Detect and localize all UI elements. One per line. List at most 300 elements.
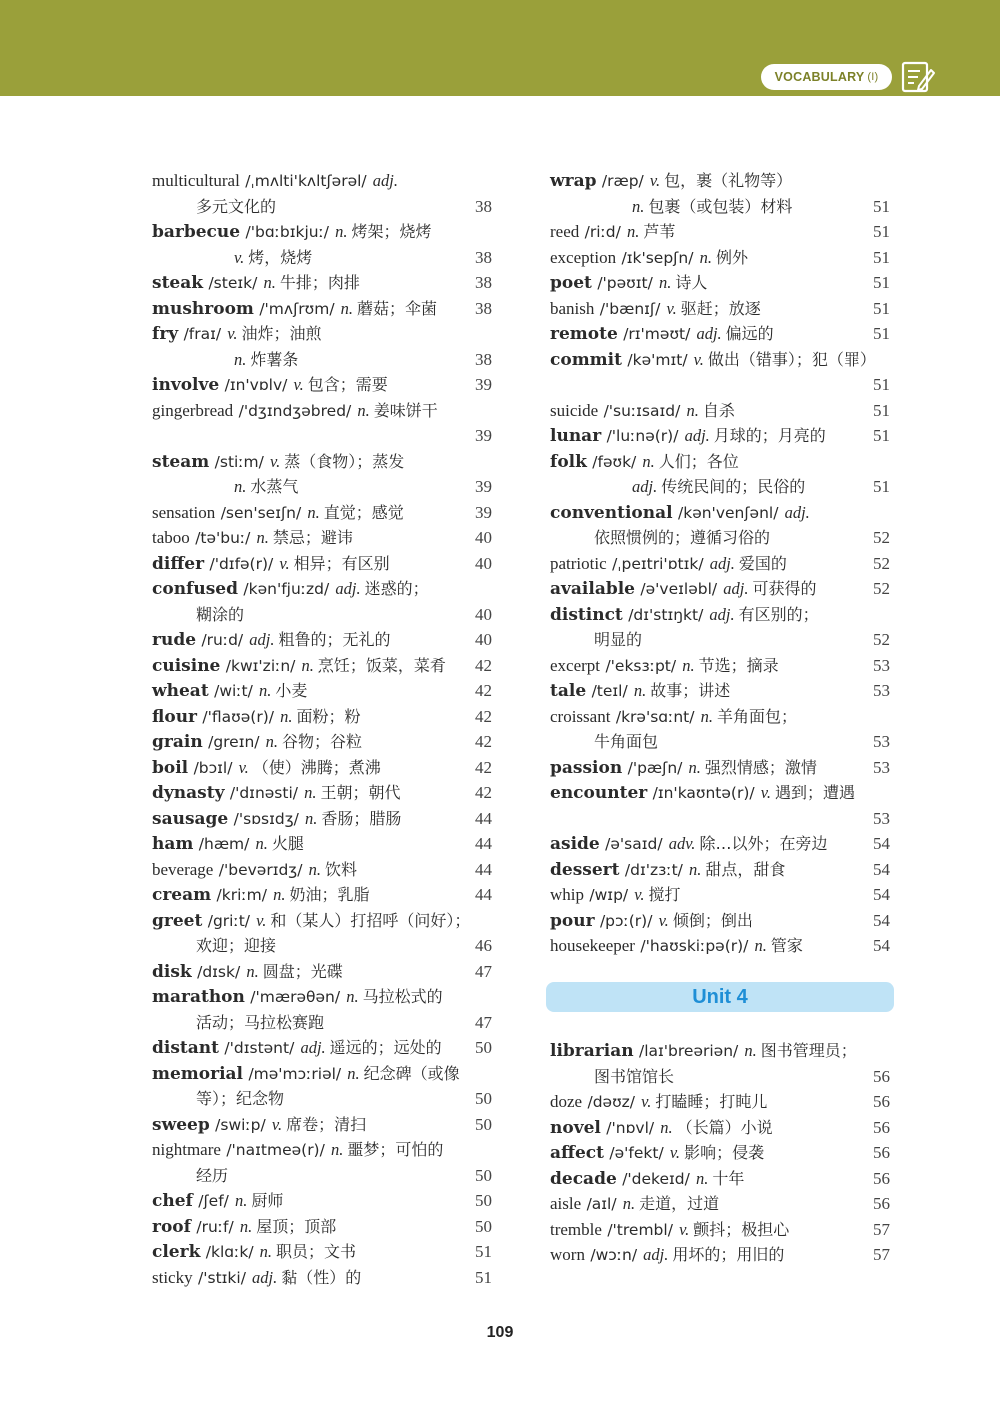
phonetic: /dəʊz/ [587,1093,636,1111]
chinese-meaning: 例外 [715,247,748,267]
page-ref: 54 [873,859,890,879]
phonetic: /ˌpeɪtri'ɒtɪk/ [612,554,704,573]
chinese-meaning: 厨师 [251,1191,284,1210]
part-of-speech: n. [622,222,640,241]
page-ref: 54 [873,936,890,955]
part-of-speech: n. [696,706,713,726]
page-ref: 44 [475,885,492,904]
page-ref: 38 [475,298,492,318]
part-of-speech: n. [254,681,272,700]
vocab-entry-line [550,602,890,628]
page-ref: 50 [475,1165,492,1185]
chinese-meaning: 搅打 [648,885,681,904]
part-of-speech: n. [235,1216,253,1236]
vocab-word: sensation [152,502,216,522]
vocab-entry-line [550,806,890,832]
vocab-entry-line [550,423,890,449]
chinese-meaning: 火腿 [271,834,304,853]
vocab-word: mushroom [152,298,254,319]
page-ref: 39 [475,502,492,522]
vocab-word: fry [152,324,179,344]
chinese-meaning: 依照惯例的；遵循习俗的 [594,528,771,547]
phonetic: /griːt/ [207,911,250,930]
chinese-meaning: 爱国的 [738,553,787,573]
part-of-speech: n. [303,502,320,522]
chinese-meaning: 明显的 [594,630,643,649]
page-ref: 54 [873,834,890,853]
page-ref: 51 [873,222,890,241]
page-ref: 51 [873,247,890,267]
vocab-word: sweep [152,1114,210,1135]
page-ref: 42 [475,783,492,802]
chinese-meaning: 驱赶；放逐 [680,298,761,318]
chinese-meaning: 姜味饼干 [373,400,438,420]
vocab-entry-line [152,1137,492,1163]
vocab-entry-line [550,1191,890,1217]
vocab-word: patriotic [550,553,607,573]
vocab-word: dessert [550,859,620,880]
section-label [761,64,892,90]
vocab-entry-line [152,1265,492,1291]
chinese-meaning: 席卷；清扫 [286,1114,367,1134]
part-of-speech: v. [267,1114,283,1134]
chinese-meaning: 蒸（食物）；蒸发 [284,451,405,471]
vocab-word: pour [550,910,595,931]
part-of-speech: n. [691,1168,709,1188]
part-of-speech: v. [674,1219,690,1239]
unit-banner: Unit 4 [546,982,894,1012]
part-of-speech: n. [629,681,647,700]
vocab-entry-line [550,449,890,475]
vocab-entry-line [550,1064,890,1090]
vocab-entry-line [550,678,890,704]
chinese-meaning: 芦苇 [643,222,676,241]
vocab-entry-line [152,908,492,934]
part-of-speech: v. [275,553,290,573]
page-ref: 51 [475,1242,492,1261]
part-of-speech: v. [630,885,645,904]
chinese-meaning: 屋顶；顶部 [256,1216,337,1236]
page-ref: 50 [475,1089,492,1108]
page-ref: 42 [475,757,492,777]
chinese-meaning: 王朝；朝代 [320,783,401,802]
vocab-word: beverage [152,859,214,879]
part-of-speech: n. [343,1063,360,1083]
page-ref: 40 [475,604,492,624]
vocab-entry-line [550,627,890,653]
phonetic: /ə'saɪd/ [605,835,663,853]
page-ref: 57 [873,1219,890,1239]
vocab-entry-line [152,1112,492,1138]
page-ref: 44 [475,859,492,879]
phonetic: /aɪl/ [586,1195,617,1213]
page-ref: 53 [873,681,890,700]
chinese-meaning: 纪念碑（或像 [363,1063,460,1083]
phonetic: /pɔː(r)/ [599,911,653,930]
chinese-meaning: 倾倒；倒出 [672,910,753,930]
vocab-entry-line [152,729,492,755]
vocab-word: marathon [152,987,245,1007]
vocab-word: taboo [152,528,190,547]
phonetic: /ə'veɪləbl/ [640,580,718,598]
chinese-meaning: 奶油；乳脂 [289,885,370,904]
phonetic: /wɔːn/ [590,1246,638,1264]
phonetic: /riːd/ [584,223,621,241]
chinese-meaning: 包含；需要 [307,375,388,394]
vocab-word: flour [152,706,198,727]
vocab-entry-line [152,755,492,781]
vocab-entry-line [550,908,890,934]
page-ref: 44 [475,834,492,853]
vocab-entry-line [550,831,890,857]
vocab-entry-line [550,321,890,347]
chinese-meaning: 马拉松式的 [362,987,443,1006]
chinese-meaning: 烹饪；饭菜，菜肴 [317,655,446,675]
part-of-speech: n. [251,834,268,853]
vocab-word: memorial [152,1063,244,1084]
vocab-entry-line [550,933,890,959]
phonetic: /bɔɪl/ [193,758,233,777]
part-of-speech: adj. [296,1038,326,1057]
phonetic: /'luːnə(r)/ [606,427,679,445]
part-of-speech: v. [662,298,677,318]
phonetic: /'sɒsɪdʒ/ [233,809,299,828]
page-ref: 52 [873,553,890,573]
chinese-meaning: 图书馆馆长 [594,1066,675,1086]
vocab-column-left [152,168,492,1290]
part-of-speech: adv. [664,834,696,853]
phonetic: /'suːɪsaɪd/ [603,401,681,420]
vocab-word: tremble [550,1219,602,1239]
page-ref: 47 [475,1012,492,1032]
vocab-entry-line [152,525,492,551]
part-of-speech: n. [618,1194,636,1213]
phonetic: /kwɪ'ziːn/ [225,656,296,675]
chinese-meaning: 油炸；油煎 [241,324,322,343]
unit4-vocab-list [550,1038,890,1268]
vocab-entry-line [550,1217,890,1243]
chinese-meaning: 故事；讲述 [650,681,731,700]
phonetic: /tə'buː/ [195,529,251,547]
vocab-word: conventional [550,502,673,523]
vocab-word: distant [152,1038,219,1058]
part-of-speech: n. [678,655,695,675]
part-of-speech: v. [689,349,704,369]
phonetic: /ræp/ [601,172,644,190]
chinese-meaning: 走道，过道 [639,1194,720,1213]
vocab-word: multicultural [152,171,240,190]
chinese-meaning: （长篇）小说 [676,1117,773,1137]
part-of-speech: adj. [705,604,735,624]
phonetic: /ˌmʌlti'kʌltʃərəl/ [245,172,367,190]
page-ref: 46 [475,936,492,955]
vocab-entry-line [152,1239,492,1265]
chinese-meaning: 水蒸气 [250,477,299,496]
vocab-entry-line [550,653,890,679]
chinese-meaning: 糊涂的 [196,604,245,624]
vocab-entry-line [550,755,890,781]
chinese-meaning: 甜点，甜食 [705,859,786,879]
vocab-word: doze [550,1092,583,1111]
page-ref: 40 [475,630,492,649]
vocab-word: barbecue [152,222,241,242]
chinese-meaning: 多元文化的 [196,196,277,216]
chinese-meaning: 直觉；感觉 [323,502,404,522]
page-ref: 38 [475,273,492,292]
page-ref: 53 [873,808,890,828]
chinese-meaning: 牛角面包 [594,732,659,751]
phonetic: /mə'mɔːriəl/ [248,1064,342,1083]
part-of-speech: n. [638,451,655,471]
phonetic: /rɪ'məʊt/ [623,325,691,343]
part-of-speech: n. [255,1242,273,1261]
vocab-word: steak [152,273,204,293]
phonetic: /wɪp/ [589,886,629,904]
phonetic: /wiːt/ [214,682,253,700]
chinese-meaning: 影响；侵袭 [684,1143,765,1162]
phonetic: /'mærəθən/ [250,988,341,1006]
vocab-entry-line [152,806,492,832]
vocab-word: chef [152,1191,193,1211]
notebook-pencil-icon [900,59,936,95]
phonetic: /'stɪki/ [198,1268,246,1287]
vocab-word: housekeeper [550,936,635,955]
vocab-entry-line [550,1089,890,1115]
part-of-speech: n. [654,273,672,292]
phonetic: /steɪk/ [208,274,258,292]
part-of-speech: n. [353,400,370,420]
vocab-word: librarian [550,1041,634,1061]
vocab-entry-line [152,1188,492,1214]
vocab-entry-line [550,857,890,883]
chinese-meaning: 香肠；腊肠 [321,808,402,828]
part-of-speech: v. [645,171,661,190]
part-of-speech: n. [234,477,247,496]
vocab-entry-line [550,1140,890,1166]
page-ref: 51 [873,477,890,496]
chinese-meaning: 图书管理员； [760,1041,857,1060]
vocab-word: nightmare [152,1140,221,1159]
vocab-word: reed [550,222,580,241]
part-of-speech: n. [740,1041,757,1060]
chinese-meaning: 等）；纪念物 [196,1089,285,1108]
chinese-meaning: 饮料 [324,859,357,879]
vocab-word: excerpt [550,655,601,675]
vocab-entry-line [550,780,890,806]
page-ref: 38 [475,196,492,216]
vocab-word: dynasty [152,783,225,803]
phonetic: /kə'mɪt/ [627,350,688,369]
page-ref: 47 [475,961,492,981]
chinese-meaning: 十年 [712,1168,745,1188]
phonetic: /'nɒvl/ [606,1118,655,1137]
part-of-speech: n. [326,1140,344,1159]
page-number: 109 [486,1324,514,1341]
vocab-word: banish [550,298,595,318]
vocab-word: wheat [152,681,209,701]
vocab-entry-line [152,984,492,1010]
vocab-entry-line [152,296,492,322]
vocab-word: greet [152,910,203,931]
part-of-speech: v. [234,757,249,777]
vocab-word: poet [550,273,592,293]
vocab-entry-line [550,1115,890,1141]
chinese-meaning: 烤架；烧烤 [351,222,432,241]
phonetic: /ruːf/ [196,1217,234,1236]
page-ref: 52 [873,579,890,598]
vocab-word: rude [152,630,197,650]
page-ref: 44 [475,808,492,828]
part-of-speech: n. [331,222,348,241]
phonetic: /fəʊk/ [592,452,637,471]
vocab-word: novel [550,1117,601,1138]
chinese-meaning: 自杀 [702,400,735,420]
phonetic: /'eksɜːpt/ [605,656,677,675]
part-of-speech: adj. [639,1245,669,1264]
vocab-entry-line [152,347,492,373]
vocab-entry-line [152,831,492,857]
part-of-speech: n. [695,247,712,267]
page-ref: 50 [475,1114,492,1134]
chinese-meaning: 诗人 [675,273,708,292]
phonetic: /'pəʊɪt/ [597,274,653,292]
chinese-meaning: 谷物；谷粒 [282,732,363,751]
vocab-word: sausage [152,808,229,829]
vocab-entry-line [152,194,492,220]
vocab-entry-line [152,474,492,500]
page-ref: 56 [873,1143,890,1162]
vocab-entry-line [550,729,890,755]
vocab-entry-line [550,500,890,526]
vocab-word: croissant [550,706,611,726]
vocab-entry-line [152,959,492,985]
vocab-word: decade [550,1168,617,1189]
phonetic: /teɪl/ [591,682,628,700]
chinese-meaning: 用坏的；用旧的 [672,1245,785,1264]
chinese-meaning: 职员；文书 [276,1242,357,1261]
phonetic: /ɪn'kaʊntə(r)/ [652,784,755,802]
part-of-speech: adj. [692,324,722,343]
part-of-speech: n. [684,757,701,777]
phonetic: /'bɑːbɪkjuː/ [245,223,330,241]
page-ref: 56 [873,1117,890,1137]
part-of-speech: n. [297,655,314,675]
phonetic: /'pæʃn/ [627,758,683,777]
page-ref: 54 [873,910,890,930]
vocab-entry-line [152,423,492,449]
phonetic: /ə'fekt/ [609,1144,664,1162]
vocab-word: disk [152,961,192,982]
phonetic: /'trembl/ [607,1220,673,1239]
part-of-speech: v. [265,451,281,471]
chinese-meaning: 颤抖；极担心 [693,1219,790,1239]
chinese-meaning: 遥远的；远处的 [329,1038,442,1057]
vocab-word: clerk [152,1242,201,1262]
page-ref: 42 [475,706,492,726]
vocab-word: involve [152,375,220,395]
part-of-speech: v. [665,1143,681,1162]
vocab-word: boil [152,757,189,778]
page-ref: 51 [475,1267,492,1287]
vocab-entry-line [550,270,890,296]
phonetic: /laɪ'breəriən/ [638,1042,739,1060]
part-of-speech: n. [682,400,699,420]
page-ref: 51 [873,298,890,318]
vocab-entry-line [152,704,492,730]
phonetic: /ʃef/ [198,1192,229,1210]
chinese-meaning: 包，裹（礼物等） [664,171,793,190]
vocab-entry-line [152,1035,492,1061]
phonetic: /'bænɪʃ/ [599,299,661,318]
page-ref: 53 [873,732,890,751]
part-of-speech: n. [300,808,318,828]
part-of-speech: adj. [680,426,710,445]
vocab-entry-line [152,245,492,271]
vocab-entry-line [152,1214,492,1240]
phonetic: /ɪn'vɒlv/ [224,376,288,394]
page-ref: 38 [475,349,492,369]
vocab-entry-line [550,704,890,730]
phonetic: /kən'venʃənl/ [678,503,779,522]
phonetic: /'dɪnəsti/ [229,784,298,802]
vocab-entry-line [152,1163,492,1189]
chinese-meaning: 小麦 [275,681,308,700]
vocab-entry-line [550,168,890,194]
vocab-word: whip [550,885,584,904]
vocab-entry-line [550,882,890,908]
page-ref: 39 [475,477,492,496]
vocab-entry-line [152,1010,492,1036]
part-of-speech: n. [342,987,359,1006]
vocab-word: worn [550,1245,585,1264]
chinese-meaning: 炸薯条 [250,349,299,369]
chinese-meaning: 羊角面包； [716,706,797,726]
phonetic: /dɪ'zɜːt/ [624,860,683,879]
chinese-meaning: 人们；各位 [658,451,739,471]
vocab-entry-line [550,296,890,322]
chinese-meaning: （使）沸腾；煮沸 [252,757,381,777]
vocab-entry-line [152,653,492,679]
vocab-word: cream [152,885,212,905]
vocab-entry-line [550,398,890,424]
section-label-num: (I) [867,71,879,83]
vocab-column-right [550,168,890,959]
phonetic: /krə'sɑːnt/ [615,707,695,726]
phonetic: /hæm/ [198,835,250,853]
vocab-word: available [550,579,635,599]
part-of-speech: n. [230,1191,248,1210]
vocab-word: gingerbread [152,400,234,420]
vocab-entry-line [152,882,492,908]
vocab-word: passion [550,757,623,778]
phonetic: /fraɪ/ [183,325,222,343]
part-of-speech: n. [684,859,702,879]
page-ref: 56 [873,1168,890,1188]
phonetic: /'dɪfə(r)/ [209,554,274,573]
page-ref: 42 [475,655,492,675]
part-of-speech: n. [656,1117,673,1137]
chinese-meaning: 包裹（或包装）材料 [648,196,793,216]
vocab-entry-line [550,245,890,271]
chinese-meaning: 粗鲁的；无礼的 [278,630,391,649]
page-ref: 39 [475,375,492,394]
page-ref: 51 [873,196,890,216]
vocab-entry-line [550,1242,890,1268]
phonetic: /swiːp/ [215,1115,266,1134]
chinese-meaning: 噩梦；可怕的 [347,1140,444,1159]
vocab-entry-line [550,347,890,373]
vocab-entry-line [550,1166,890,1192]
